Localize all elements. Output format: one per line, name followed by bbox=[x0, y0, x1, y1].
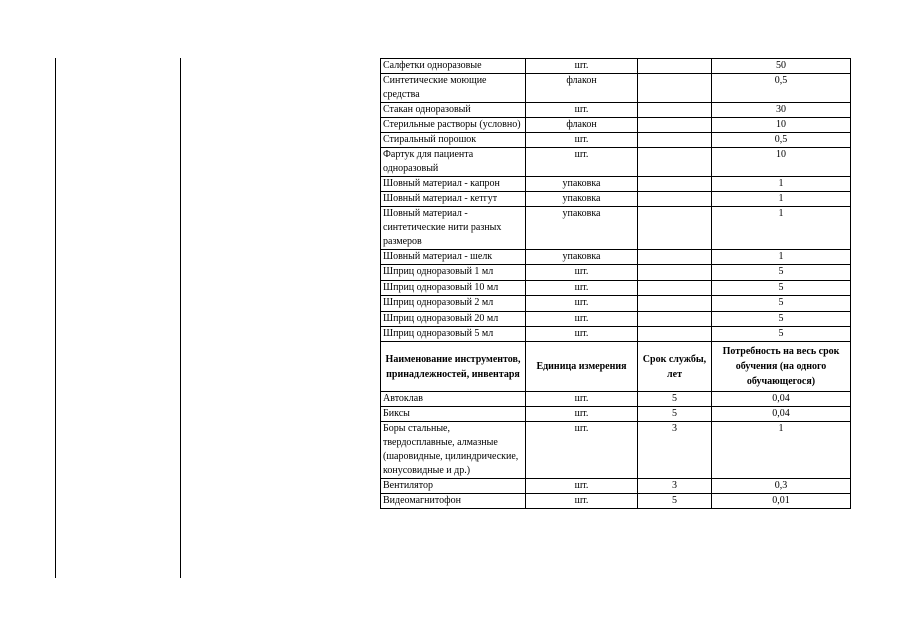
item-name: Шприц одноразовый 10 мл bbox=[381, 280, 526, 296]
item-name: Стиральный порошок bbox=[381, 133, 526, 148]
item-unit: шт. bbox=[526, 392, 638, 407]
item-unit: шт. bbox=[526, 479, 638, 494]
item-need: 0,04 bbox=[712, 407, 851, 422]
table-header-row bbox=[381, 342, 851, 392]
item-name: Шовный материал - кетгут bbox=[381, 192, 526, 207]
table-row bbox=[381, 177, 851, 192]
table-row bbox=[381, 422, 851, 479]
item-name: Биксы bbox=[381, 407, 526, 422]
item-unit: шт. bbox=[526, 407, 638, 422]
item-life bbox=[638, 148, 712, 177]
item-name: Видеомагнитофон bbox=[381, 494, 526, 509]
item-unit: шт. bbox=[526, 280, 638, 296]
table-row bbox=[381, 280, 851, 296]
item-life bbox=[638, 265, 712, 281]
item-name: Вентилятор bbox=[381, 479, 526, 494]
table-row bbox=[381, 59, 851, 74]
item-name: Шовный материал - капрон bbox=[381, 177, 526, 192]
table-row bbox=[381, 133, 851, 148]
header-unit: Единица измерения bbox=[526, 342, 638, 392]
item-unit: шт. bbox=[526, 133, 638, 148]
table-row bbox=[381, 74, 851, 103]
table-row bbox=[381, 327, 851, 342]
item-life bbox=[638, 280, 712, 296]
item-name: Стерильные растворы (условно) bbox=[381, 118, 526, 133]
item-name: Боры стальные, твердосплавные, алмазные (шаровидные, цилиндрические, конусовидные и др.) bbox=[381, 422, 526, 479]
item-name: Шприц одноразовый 1 мл bbox=[381, 265, 526, 281]
item-life bbox=[638, 59, 712, 74]
item-need: 50 bbox=[712, 59, 851, 74]
item-life bbox=[638, 177, 712, 192]
item-need: 5 bbox=[712, 296, 851, 312]
item-unit: упаковка bbox=[526, 207, 638, 250]
item-need: 10 bbox=[712, 118, 851, 133]
item-life: 3 bbox=[638, 479, 712, 494]
item-name: Шприц одноразовый 2 мл bbox=[381, 296, 526, 312]
item-need: 0,01 bbox=[712, 494, 851, 509]
item-name: Фартук для пациента одноразовый bbox=[381, 148, 526, 177]
item-name: Автоклав bbox=[381, 392, 526, 407]
item-unit: упаковка bbox=[526, 250, 638, 265]
item-life bbox=[638, 250, 712, 265]
item-life: 5 bbox=[638, 392, 712, 407]
item-unit: шт. bbox=[526, 327, 638, 342]
item-unit: шт. bbox=[526, 103, 638, 118]
item-name: Шовный материал - синтетические нити разных размеров bbox=[381, 207, 526, 250]
item-unit: флакон bbox=[526, 74, 638, 103]
item-life: 5 bbox=[638, 494, 712, 509]
item-unit: упаковка bbox=[526, 192, 638, 207]
item-life bbox=[638, 103, 712, 118]
table-row bbox=[381, 207, 851, 250]
supplies-table bbox=[380, 58, 851, 509]
table-row bbox=[381, 407, 851, 422]
item-life bbox=[638, 133, 712, 148]
item-name: Шовный материал - шелк bbox=[381, 250, 526, 265]
header-need: Потребность на весь срок обучения (на одного обучающегося) bbox=[712, 342, 851, 392]
item-life bbox=[638, 311, 712, 327]
item-unit: шт. bbox=[526, 494, 638, 509]
item-need: 5 bbox=[712, 280, 851, 296]
table-row bbox=[381, 494, 851, 509]
table-row bbox=[381, 103, 851, 118]
item-unit: шт. bbox=[526, 311, 638, 327]
item-name: Шприц одноразовый 20 мл bbox=[381, 311, 526, 327]
header-name: Наименование инструментов, принадлежностей, инвентаря bbox=[381, 342, 526, 392]
table-row bbox=[381, 148, 851, 177]
table-row bbox=[381, 250, 851, 265]
item-unit: шт. bbox=[526, 296, 638, 312]
left-margin-line bbox=[55, 58, 56, 578]
item-need: 1 bbox=[712, 250, 851, 265]
item-need: 1 bbox=[712, 192, 851, 207]
item-need: 5 bbox=[712, 311, 851, 327]
table-row bbox=[381, 479, 851, 494]
item-life bbox=[638, 327, 712, 342]
item-life: 5 bbox=[638, 407, 712, 422]
item-need: 5 bbox=[712, 265, 851, 281]
item-need: 30 bbox=[712, 103, 851, 118]
item-unit: шт. bbox=[526, 265, 638, 281]
item-need: 1 bbox=[712, 422, 851, 479]
item-need: 0,3 bbox=[712, 479, 851, 494]
table-row bbox=[381, 311, 851, 327]
item-need: 0,5 bbox=[712, 133, 851, 148]
table-row bbox=[381, 192, 851, 207]
table-row bbox=[381, 265, 851, 281]
table-row bbox=[381, 296, 851, 312]
item-unit: шт. bbox=[526, 422, 638, 479]
item-name: Стакан одноразовый bbox=[381, 103, 526, 118]
item-name: Синтетические моющие средства bbox=[381, 74, 526, 103]
item-life bbox=[638, 296, 712, 312]
middle-column-line bbox=[180, 58, 181, 578]
item-life bbox=[638, 192, 712, 207]
header-life: Срок службы, лет bbox=[638, 342, 712, 392]
item-unit: шт. bbox=[526, 148, 638, 177]
item-unit: шт. bbox=[526, 59, 638, 74]
item-name: Шприц одноразовый 5 мл bbox=[381, 327, 526, 342]
item-need: 0,04 bbox=[712, 392, 851, 407]
item-life bbox=[638, 74, 712, 103]
item-need: 10 bbox=[712, 148, 851, 177]
table-row bbox=[381, 392, 851, 407]
item-unit: упаковка bbox=[526, 177, 638, 192]
item-need: 1 bbox=[712, 207, 851, 250]
item-need: 0,5 bbox=[712, 74, 851, 103]
item-need: 1 bbox=[712, 177, 851, 192]
item-life: 3 bbox=[638, 422, 712, 479]
item-name: Салфетки одноразовые bbox=[381, 59, 526, 74]
table-row bbox=[381, 118, 851, 133]
item-need: 5 bbox=[712, 327, 851, 342]
item-life bbox=[638, 118, 712, 133]
item-life bbox=[638, 207, 712, 250]
item-unit: флакон bbox=[526, 118, 638, 133]
